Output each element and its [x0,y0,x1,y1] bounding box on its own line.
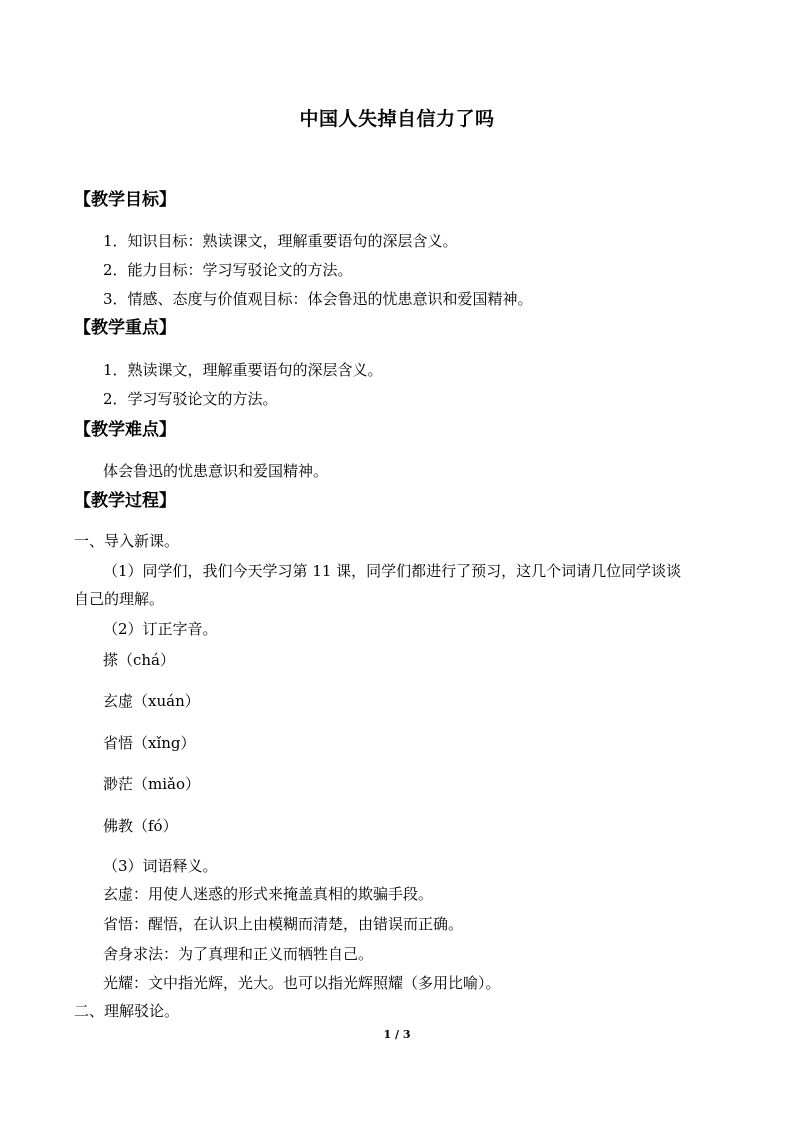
body-line: 1．知识目标：熟读课文，理解重要语句的深层含义。 [103,232,458,250]
pinyin-line: 佛教（fó） [103,817,178,835]
body-line: 一、导入新课。 [74,532,180,550]
body-line: 自己的理解。 [74,590,165,608]
body-line: （2）订正字音。 [103,620,218,638]
body-line: 1．熟读课文，理解重要语句的深层含义。 [103,361,383,379]
definition-line: 舍身求法：为了真理和正义而牺牲自己。 [103,945,374,963]
pinyin-line: 省悟（xǐng） [103,734,196,752]
pinyin-line: 渺茫（miǎo） [103,775,200,793]
section-heading-key-points: 【教学重点】 [74,318,176,338]
body-line: 2．能力目标：学习写驳论文的方法。 [103,261,353,279]
section-heading-difficulties: 【教学难点】 [74,420,176,440]
page-number: 1 / 3 [383,1028,411,1041]
pinyin-line: 玄虚（xuán） [103,692,200,710]
body-line: （1）同学们，我们今天学习第 11 课，同学们都进行了预习，这几个词请几位同学谈谈 [103,562,682,580]
body-line: 体会鲁迅的忧患意识和爱国精神。 [103,462,329,480]
section-heading-process: 【教学过程】 [74,491,176,511]
definition-line: 光耀：文中指光辉，光大。也可以指光辉照耀（多用比喻）。 [103,974,501,992]
section-heading-objectives: 【教学目标】 [74,190,176,210]
pinyin-line: 搽（chá） [103,651,176,669]
document-title: 中国人失掉自信力了吗 [299,108,495,130]
definition-line: 玄虚：用使人迷惑的形式来掩盖真相的欺骗手段。 [103,885,434,903]
body-line: 3．情感、态度与价值观目标：体会鲁迅的忧患意识和爱国精神。 [103,290,533,308]
body-line: 二、理解驳论。 [74,1002,180,1020]
body-line: （3）词语释义。 [103,857,218,875]
body-line: 2．学习写驳论文的方法。 [103,390,278,408]
definition-line: 省悟：醒悟，在认识上由模糊而清楚，由错误而正确。 [103,915,464,933]
